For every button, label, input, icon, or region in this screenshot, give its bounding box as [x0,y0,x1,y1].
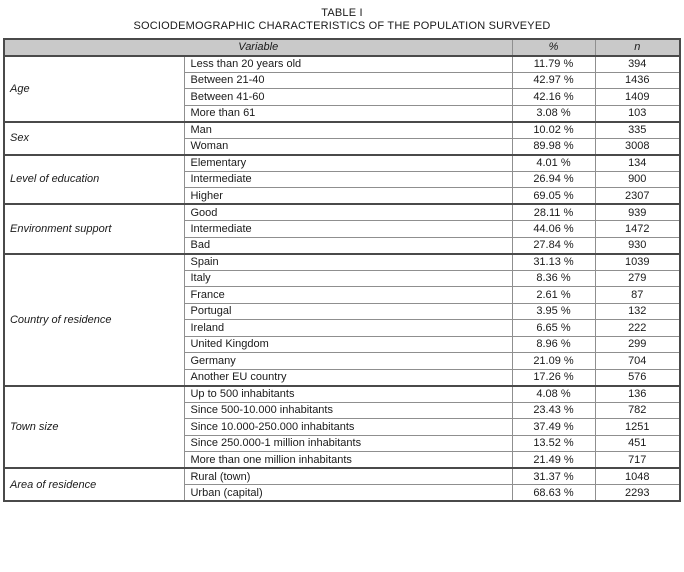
category-cell: Good [185,204,512,221]
category-cell: Since 500-10.000 inhabitants [185,402,512,419]
percent-cell: 37.49 % [512,419,595,436]
n-cell: 576 [595,369,680,386]
percent-cell: 8.36 % [512,270,595,287]
percent-cell: 89.98 % [512,138,595,155]
category-cell: Since 250.000-1 million inhabitants [185,435,512,452]
category-cell: More than one million inhabitants [185,452,512,469]
category-cell: Up to 500 inhabitants [185,386,512,403]
n-cell: 3008 [595,138,680,155]
percent-cell: 42.16 % [512,89,595,106]
group-label-country: Country of residence [4,254,185,386]
category-cell: Bad [185,237,512,254]
category-cell: Another EU country [185,369,512,386]
percent-cell: 11.79 % [512,56,595,73]
table-row [4,155,680,172]
category-cell: More than 61 [185,105,512,122]
table-row [4,122,680,139]
n-cell: 1409 [595,89,680,106]
table-caption: SOCIODEMOGRAPHIC CHARACTERISTICS OF THE POPULATION SURVEYED [133,20,551,32]
category-cell: United Kingdom [185,336,512,353]
category-cell: Woman [185,138,512,155]
category-cell: Ireland [185,320,512,337]
table-row [4,56,680,73]
n-cell: 103 [595,105,680,122]
group-label-environment: Environment support [4,204,185,254]
table-row [4,204,680,221]
percent-cell: 31.13 % [512,254,595,271]
category-cell: Elementary [185,155,512,172]
header-n: n [595,39,680,56]
n-cell: 900 [595,171,680,188]
percent-cell: 3.08 % [512,105,595,122]
category-cell: Between 21-40 [185,72,512,89]
percent-cell: 28.11 % [512,204,595,221]
n-cell: 1048 [595,468,680,485]
percent-cell: 23.43 % [512,402,595,419]
n-cell: 335 [595,122,680,139]
category-cell: Since 10.000-250.000 inhabitants [185,419,512,436]
group-label-town-size: Town size [4,386,185,469]
percent-cell: 8.96 % [512,336,595,353]
table-number-title: TABLE I [321,7,363,19]
n-cell: 279 [595,270,680,287]
header-variable: Variable [4,39,512,56]
table-header-row [4,39,680,56]
group-label-sex: Sex [4,122,185,155]
percent-cell: 21.09 % [512,353,595,370]
group-label-education: Level of education [4,155,185,205]
percent-cell: 68.63 % [512,485,595,502]
percent-cell: 6.65 % [512,320,595,337]
percent-cell: 4.01 % [512,155,595,172]
category-cell: Higher [185,188,512,205]
n-cell: 1472 [595,221,680,238]
percent-cell: 2.61 % [512,287,595,304]
category-cell: Rural (town) [185,468,512,485]
n-cell: 451 [595,435,680,452]
category-cell: Less than 20 years old [185,56,512,73]
category-cell: France [185,287,512,304]
percent-cell: 4.08 % [512,386,595,403]
category-cell: Germany [185,353,512,370]
category-cell: Spain [185,254,512,271]
sociodemographic-table [3,38,681,502]
percent-cell: 31.37 % [512,468,595,485]
percent-cell: 10.02 % [512,122,595,139]
n-cell: 782 [595,402,680,419]
category-cell: Portugal [185,303,512,320]
n-cell: 87 [595,287,680,304]
percent-cell: 44.06 % [512,221,595,238]
n-cell: 134 [595,155,680,172]
percent-cell: 69.05 % [512,188,595,205]
category-cell: Urban (capital) [185,485,512,502]
category-cell: Between 41-60 [185,89,512,106]
header-percent: % [512,39,595,56]
n-cell: 930 [595,237,680,254]
n-cell: 2293 [595,485,680,502]
n-cell: 299 [595,336,680,353]
category-cell: Intermediate [185,171,512,188]
percent-cell: 42.97 % [512,72,595,89]
table-row [4,468,680,485]
category-cell: Intermediate [185,221,512,238]
percent-cell: 27.84 % [512,237,595,254]
n-cell: 2307 [595,188,680,205]
table-row [4,254,680,271]
percent-cell: 13.52 % [512,435,595,452]
n-cell: 939 [595,204,680,221]
n-cell: 717 [595,452,680,469]
group-label-age: Age [4,56,185,122]
n-cell: 394 [595,56,680,73]
table-row [4,386,680,403]
n-cell: 704 [595,353,680,370]
n-cell: 1436 [595,72,680,89]
n-cell: 222 [595,320,680,337]
n-cell: 136 [595,386,680,403]
n-cell: 1251 [595,419,680,436]
group-label-area: Area of residence [4,468,185,501]
category-cell: Italy [185,270,512,287]
n-cell: 1039 [595,254,680,271]
category-cell: Man [185,122,512,139]
percent-cell: 3.95 % [512,303,595,320]
percent-cell: 17.26 % [512,369,595,386]
percent-cell: 21.49 % [512,452,595,469]
percent-cell: 26.94 % [512,171,595,188]
n-cell: 132 [595,303,680,320]
